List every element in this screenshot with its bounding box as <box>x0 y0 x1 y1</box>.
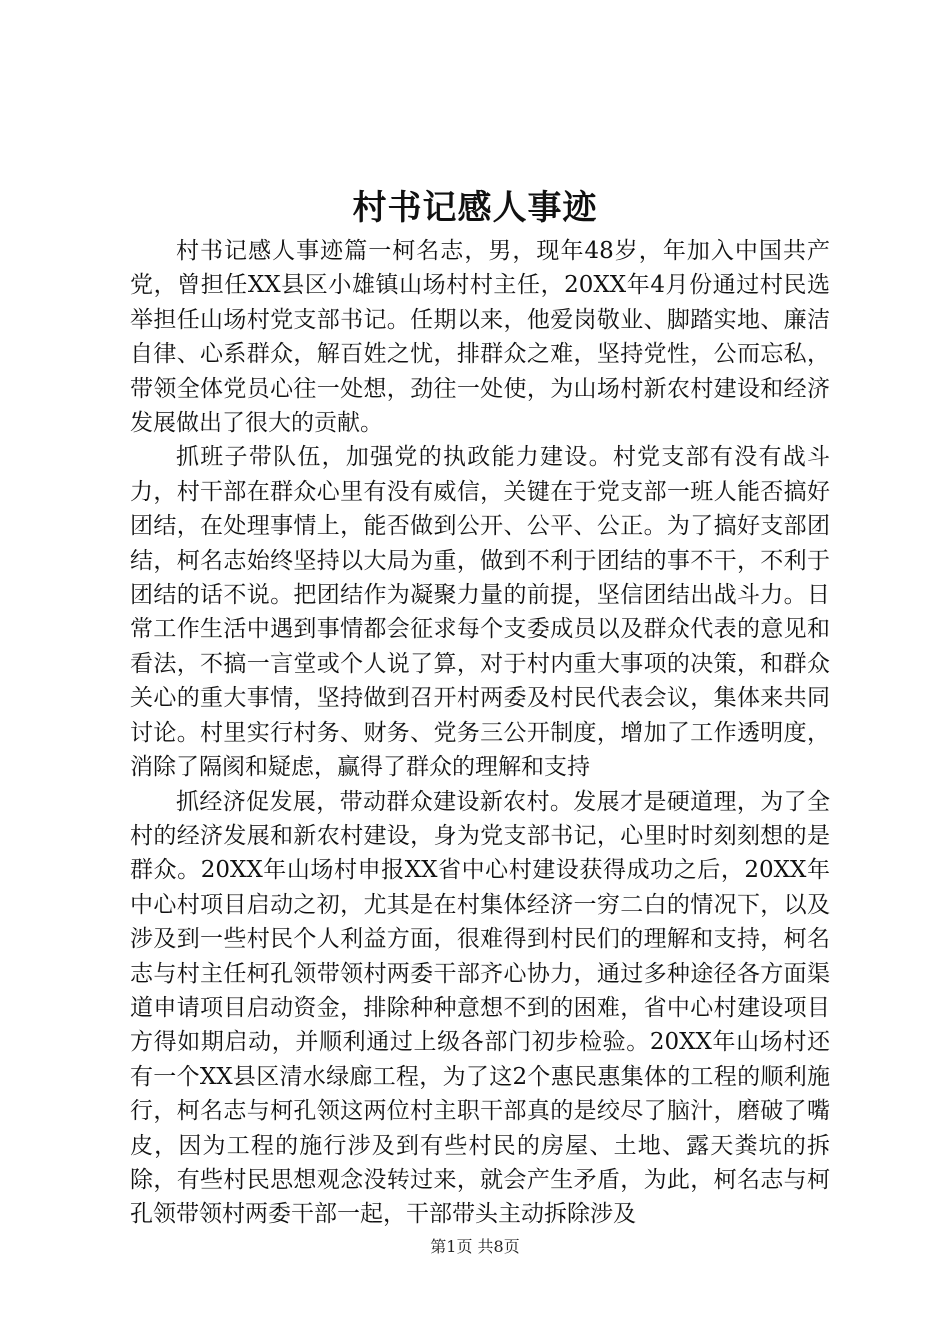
page-title: 村书记感人事迹 <box>352 188 598 228</box>
paragraph-3: 抓经济促发展，带动群众建设新农村。发展才是硬道理，为了全村的经济发展和新农村建设，身为党支部书记，心里时时刻刻想的是群众。20XX年山场村申报XX省中心村建设获得成功之后，20XX年中心村项目启动之初，尤其是在村集体经济一穷二白的情况下，以及涉及到一些村民个人利益方面，很难得到村民们的理解和支持，柯名志与村主任柯孔领带领村两委干部齐心协力，通过多种途径各方面渠道申请项目启动资金，排除种种意想不到的困难，省中心村建设项目方得如期启动，并顺利通过上级各部门初步检验。20XX年山场村还有一个XX县区清水绿廊工程，为了这2个惠民惠集体的工程的顺利施行，柯名志与柯孔领这两位村主职干部真的是绞尽了脑汁，磨破了嘴皮，因为工程的施行涉及到有些村民的房屋、土地、露天粪坑的拆除，有些村民思想观念没转过来，就会产生矛盾，为此，柯名志与柯孔领带领村两委干部一起，干部带头主动拆除涉及 <box>130 788 830 1228</box>
paragraph-2: 抓班子带队伍，加强党的执政能力建设。村党支部有没有战斗力，村干部在群众心里有没有威信，关键在于党支部一班人能否搞好团结，在处理事情上，能否做到公开、公平、公正。为了搞好支部团结，柯名志始终坚持以大局为重，做到不利于团结的事不干，不利于团结的话不说。把团结作为凝聚力量的前提，坚信团结出战斗力。日常工作生活中遇到事情都会征求每个支委成员以及群众代表的意见和看法，不搞一言堂或个人说了算，对于村内重大事项的决策，和群众关心的重大事情，坚持做到召开村两委及村民代表会议，集体来共同讨论。村里实行村务、财务、党务三公开制度，增加了工作透明度，消除了隔阂和疑虑，赢得了群众的理解和支持 <box>130 444 830 781</box>
page-footer: 第1页 共8页 <box>430 1237 520 1256</box>
document-body <box>130 234 830 1232</box>
paragraph-1: 村书记感人事迹篇一柯名志，男，现年48岁，年加入中国共产党，曾担任XX县区小雄镇山场村村主任，20XX年4月份通过村民选举担任山场村党支部书记。任期以来，他爱岗敬业、脚踏实地、廉洁自律、心系群众，解百姓之忧，排群众之难，坚持党性，公而忘私，带领全体党员心往一处想，劲往一处使，为山场村新农村建设和经济发展做出了很大的贡献。 <box>130 238 830 437</box>
